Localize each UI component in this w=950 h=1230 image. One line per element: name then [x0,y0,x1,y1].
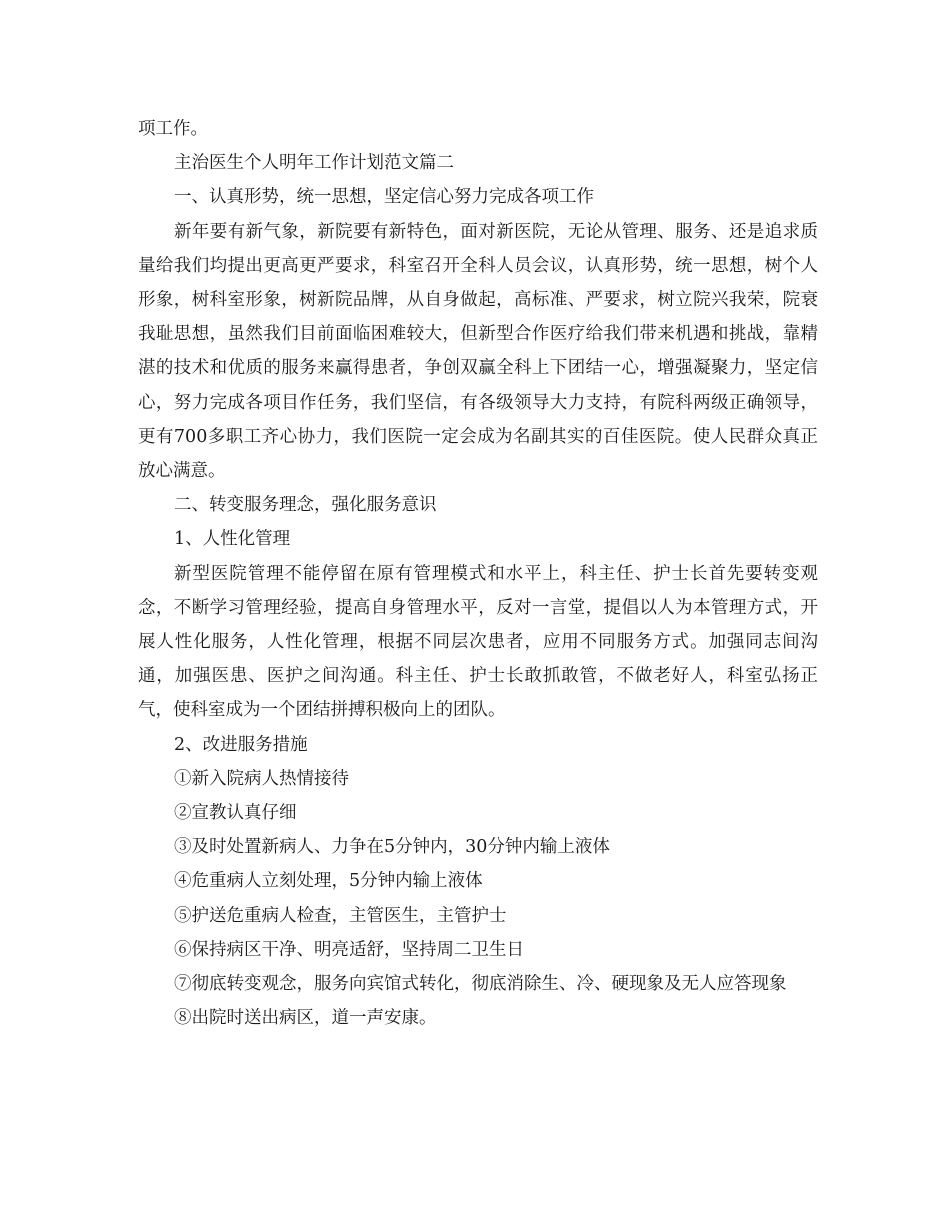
list-item: ⑥保持病区干净、明亮适舒，坚持周二卫生日 [174,939,524,960]
paragraph-continuation: 项工作。 [138,119,208,139]
paragraph: 新型医院管理不能停留在原有管理模式和水平上，科主任、护士长首先要转变观念，不断学习管理经验，提高自身管理水平，反对一言堂，提倡以人为本管理方式，开展人性化服务，人性化管理，根据不同层次患者，应用不同服务方式。加强同志间沟通，加强医患、医护之间沟通。科主任、护士长敢抓敢管，不做老好人，科室弘扬正气，使科室成为一个团结拼搏积极向上的团队。 [138,563,818,721]
list-item: ⑤护送危重病人检查，主管医生，主管护士 [174,905,507,926]
subheading-1: 1、人性化管理 [174,529,291,550]
subheading-2: 2、改进服务措施 [174,734,308,755]
list-item: ③及时处置新病人、力争在5分钟内，30分钟内输上液体 [174,837,610,858]
list-item: ①新入院病人热情接待 [174,768,349,789]
heading-2: 二、转变服务理念，强化服务意识 [174,495,437,516]
list-item: ⑦彻底转变观念，服务向宾馆式转化，彻底消除生、冷、硬现象及无人应答现象 [174,974,787,995]
section-title: 主治医生个人明年工作计划范文篇二 [174,153,454,174]
list-item: ⑧出院时送出病区，道一声安康。 [174,1008,437,1029]
heading-1: 一、认真形势，统一思想，坚定信心努力完成各项工作 [174,187,594,208]
list-item: ②宣教认真仔细 [174,803,297,824]
document-body [138,112,818,1035]
list-item: ④危重病人立刻处理，5分钟内输上液体 [174,871,483,892]
paragraph: 新年要有新气象，新院要有新特色，面对新医院，无论从管理、服务、还是追求质量给我们均提出更高更严要求，科室召开全科人员会议，认真形势，统一思想，树个人形象，树科室形象，树新院品牌，从自身做起，高标准、严要求，树立院兴我荣，院衰我耻思想，虽然我们目前面临困难较大，但新型合作医疗给我们带来机遇和挑战，靠精湛的技术和优质的服务来赢得患者，争创双赢全科上下团结一心，增强凝聚力，坚定信心，努力完成各项目作任务，我们坚信，有各级领导大力支持，有院科两级正确领导，更有700多职工齐心协力，我们医院一定会成为名副其实的百佳医院。使人民群众真正放心满意。 [138,221,818,482]
